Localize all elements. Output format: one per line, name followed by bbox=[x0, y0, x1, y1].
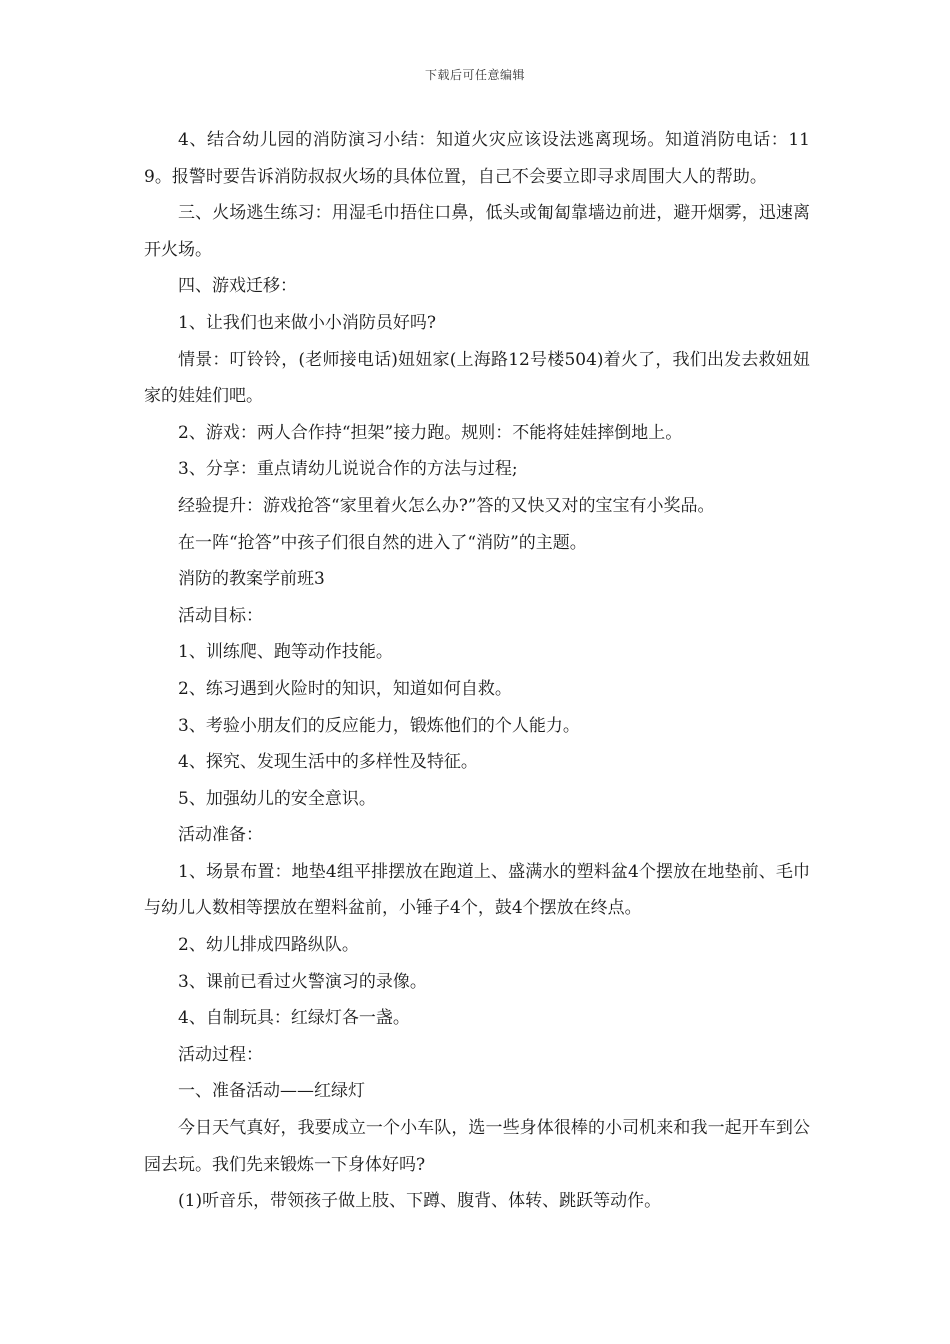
list-item: 4、探究、发现生活中的多样性及特征。 bbox=[178, 752, 478, 773]
list-item: (1)听音乐，带领孩子做上肢、下蹲、腹背、体转、跳跃等动作。 bbox=[178, 1191, 662, 1212]
paragraph: 在一阵“抢答”中孩子们很自然的进入了“消防”的主题。 bbox=[178, 532, 587, 553]
list-item: 3、课前已看过火警演习的录像。 bbox=[178, 971, 427, 992]
page-header: 下载后可任意编辑 bbox=[424, 68, 525, 82]
paragraph: 今日天气真好，我要成立一个小车队，选一些身体很棒的小司机来和我一起开车到公园去玩。我们先来锻炼一下身体好吗? bbox=[144, 1118, 810, 1175]
paragraph: 经验提升：游戏抢答“家里着火怎么办?”答的又快又对的宝宝有小奖品。 bbox=[178, 495, 715, 516]
paragraph: 情景：叮铃铃，(老师接电话)妞妞家(上海路12号楼504)着火了，我们出发去救妞妞家的娃娃们吧。 bbox=[144, 349, 810, 407]
section-heading: 活动准备： bbox=[178, 825, 263, 846]
paragraph: 4、结合幼儿园的消防演习小结：知道火灾应该设法逃离现场。知道消防电话：119。报警时要告诉消防叔叔火场的具体位置，自己不会要立即寻求周围大人的帮助。 bbox=[144, 130, 810, 187]
list-item: 2、练习遇到火险时的知识，知道如何自救。 bbox=[178, 678, 512, 699]
paragraph: 1、让我们也来做小小消防员好吗? bbox=[178, 312, 436, 333]
list-item: 4、自制玩具：红绿灯各一盏。 bbox=[178, 1008, 410, 1029]
document-body bbox=[144, 122, 810, 1220]
list-item: 1、场景布置：地垫4组平排摆放在跑道上、盛满水的塑料盆4个摆放在地垫前、毛巾与幼儿人数相等摆放在塑料盆前，小锤子4个，鼓4个摆放在终点。 bbox=[144, 861, 810, 919]
paragraph: 3、分享：重点请幼儿说说合作的方法与过程; bbox=[178, 459, 518, 480]
section-heading: 一、准备活动——红绿灯 bbox=[178, 1081, 365, 1102]
paragraph: 三、火场逃生练习：用湿毛巾捂住口鼻，低头或匍匐靠墙边前进，避开烟雾，迅速离开火场。 bbox=[144, 203, 810, 260]
section-title: 消防的教案学前班3 bbox=[178, 569, 325, 590]
section-heading: 四、游戏迁移： bbox=[178, 276, 297, 297]
list-item: 5、加强幼儿的安全意识。 bbox=[178, 788, 376, 809]
list-item: 3、考验小朋友们的反应能力，锻炼他们的个人能力。 bbox=[178, 715, 580, 736]
list-item: 1、训练爬、跑等动作技能。 bbox=[178, 642, 393, 663]
paragraph: 2、游戏：两人合作持“担架”接力跑。规则：不能将娃娃摔倒地上。 bbox=[178, 422, 683, 443]
section-heading: 活动目标： bbox=[178, 605, 263, 626]
section-heading: 活动过程： bbox=[178, 1044, 263, 1065]
list-item: 2、幼儿排成四路纵队。 bbox=[178, 935, 359, 956]
